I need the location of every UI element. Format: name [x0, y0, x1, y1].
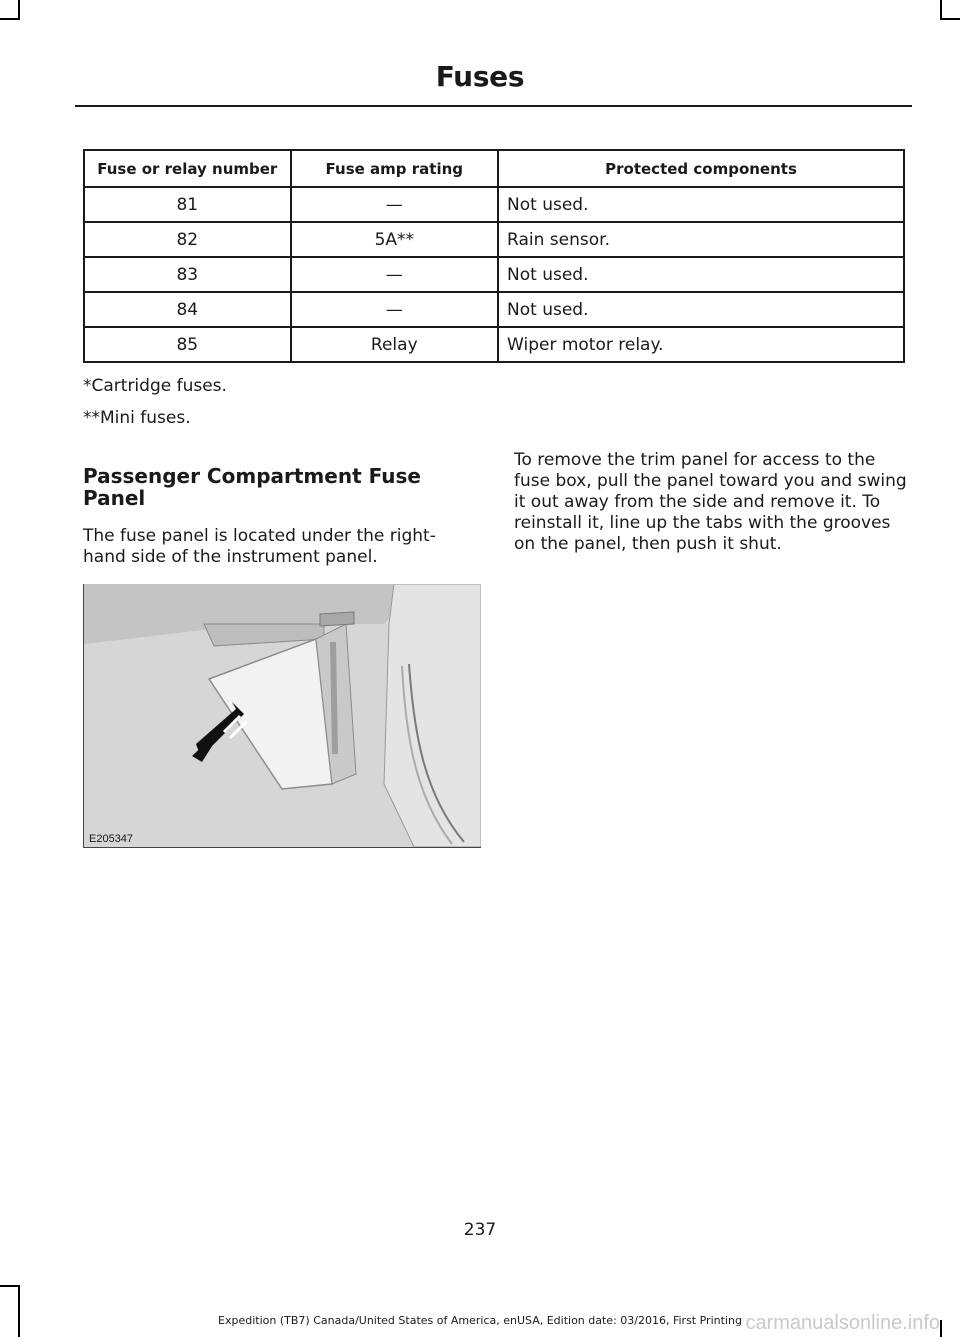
amp-rating-cell: — [291, 292, 498, 327]
amp-rating-cell: Relay [291, 327, 498, 362]
title-divider [75, 105, 912, 107]
watermark: carmanualsonline.info [745, 1312, 940, 1334]
protected-component-cell: Not used. [498, 257, 904, 292]
fuse-panel-location-text: The fuse panel is located under the right-hand side of the instrument panel. [83, 526, 436, 567]
crop-mark-top-left [18, 0, 20, 18]
fuse-number-cell: 81 [84, 187, 291, 222]
table-row [84, 292, 904, 327]
protected-component-cell: Rain sensor. [498, 222, 904, 257]
table-row [84, 222, 904, 257]
amp-rating-cell: 5A** [291, 222, 498, 257]
crop-mark-top-right [940, 0, 942, 18]
crop-mark-bottom-left [18, 1285, 20, 1337]
mini-fuse-note: **Mini fuses. [83, 408, 191, 428]
column-header: Protected components [498, 150, 904, 187]
trim-panel-drawing [84, 584, 481, 847]
page-title: Fuses [435, 60, 525, 93]
amp-rating-cell: — [291, 187, 498, 222]
fuse-number-cell: 83 [84, 257, 291, 292]
table-row [84, 257, 904, 292]
table-row [84, 327, 904, 362]
protected-component-cell: Not used. [498, 292, 904, 327]
page-footer: Expedition (TB7) Canada/United States of America, enUSA, Edition date: 03/2016, First Printing [218, 1314, 742, 1327]
crop-mark-top-right [940, 18, 960, 20]
table-header-row [84, 150, 904, 187]
protected-component-cell: Not used. [498, 187, 904, 222]
section-heading: Passenger Compartment Fuse Panel [83, 464, 421, 510]
table-row [84, 187, 904, 222]
cartridge-fuse-note: *Cartridge fuses. [83, 376, 227, 396]
protected-component-cell: Wiper motor relay. [498, 327, 904, 362]
fuse-panel-illustration [83, 584, 481, 848]
fuse-table [83, 149, 905, 363]
column-header: Fuse or relay number [84, 150, 291, 187]
fuse-number-cell: 84 [84, 292, 291, 327]
amp-rating-cell: — [291, 257, 498, 292]
trim-panel-removal-text: To remove the trim panel for access to the fuse box, pull the panel toward you and swing it out away from the side and remove it. To reinstall it, line up the tabs with the grooves on the panel, then push it shut. [514, 450, 907, 554]
fuse-number-cell: 85 [84, 327, 291, 362]
fuse-number-cell: 82 [84, 222, 291, 257]
column-header: Fuse amp rating [291, 150, 498, 187]
figure-id-label: E205347 [89, 833, 134, 845]
crop-mark-top-left [0, 18, 20, 20]
crop-mark-bottom-left [0, 1285, 20, 1287]
page-number: 237 [463, 1220, 497, 1240]
